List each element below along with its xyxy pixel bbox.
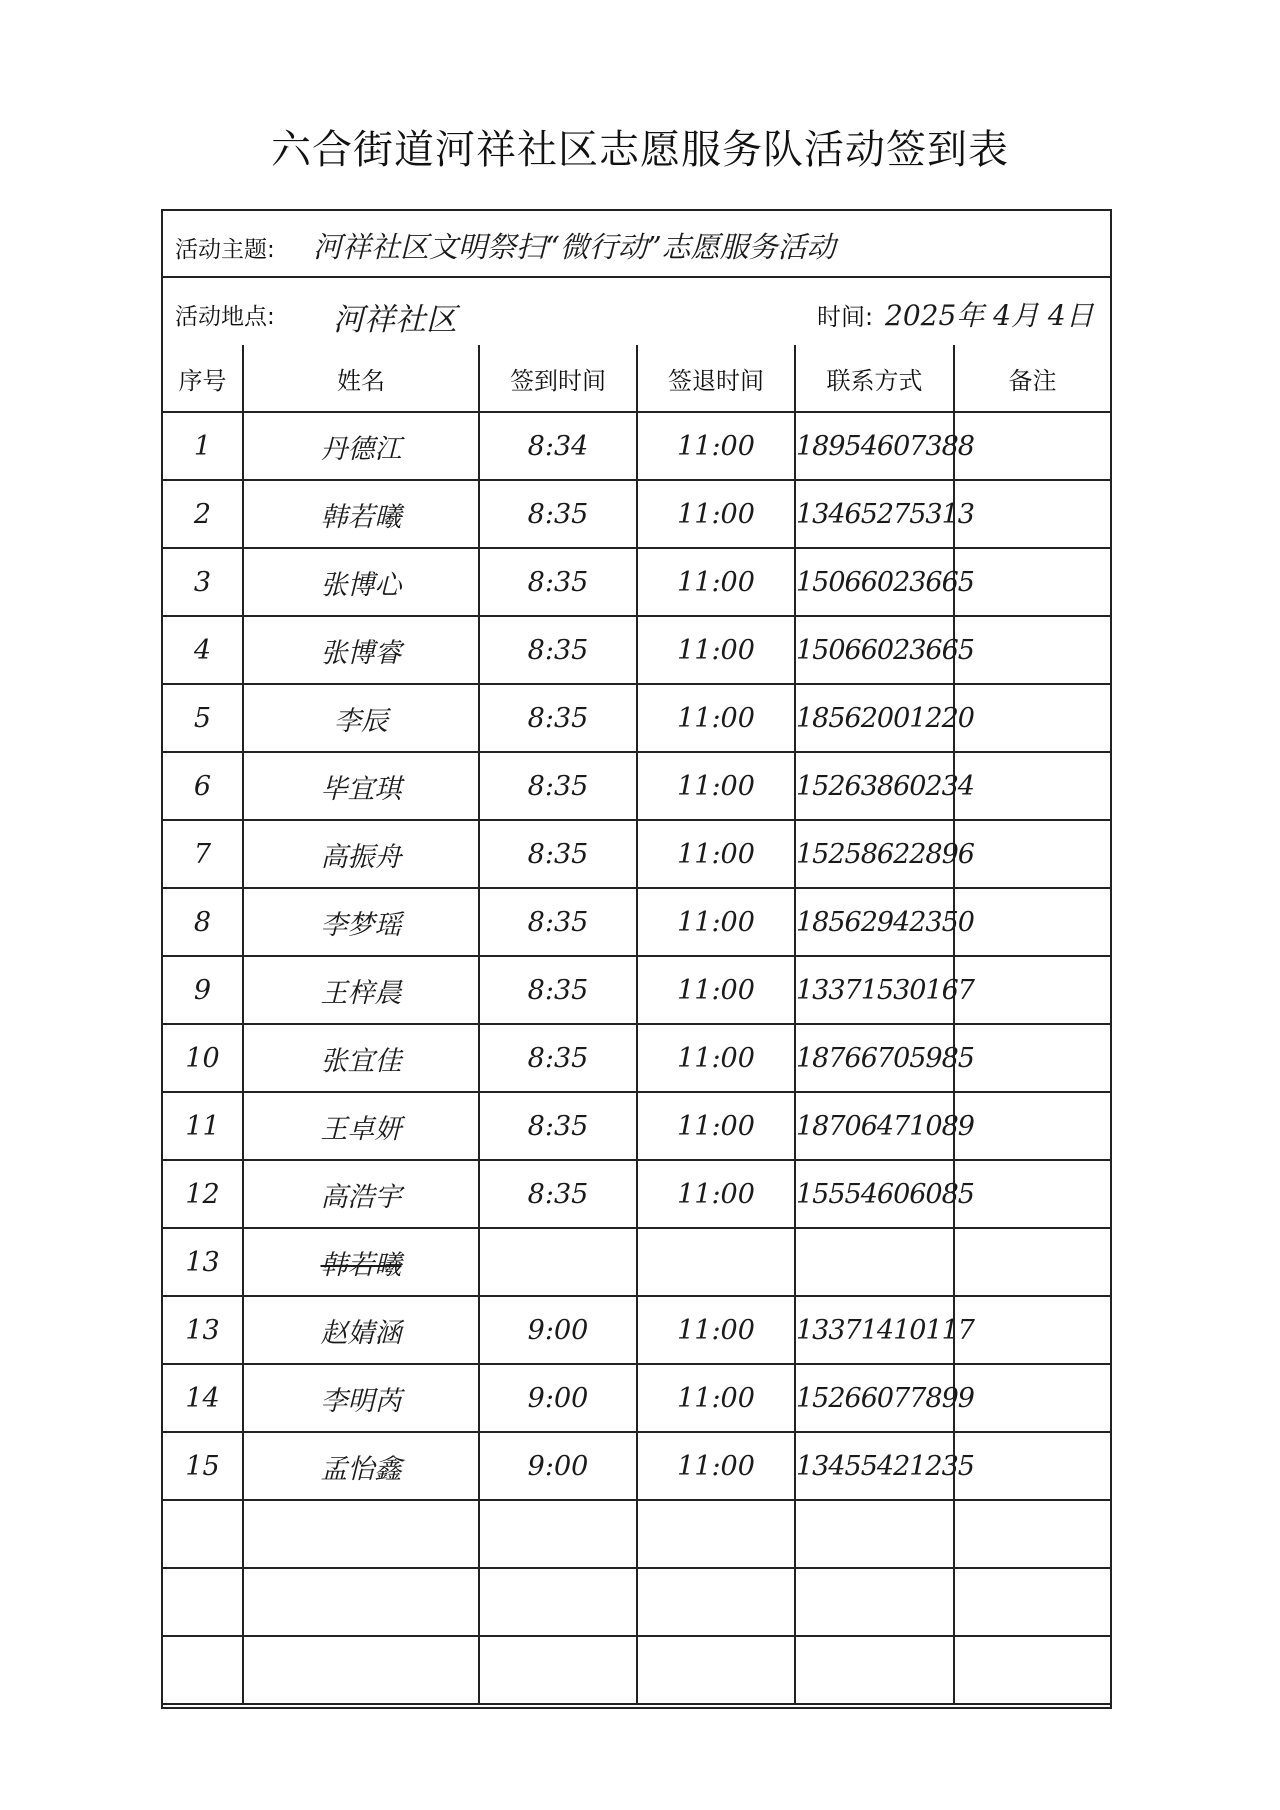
- contact-phone-cell: [795, 752, 974, 820]
- note-cell: [954, 1092, 1110, 1160]
- sign-out-time-cell: [637, 616, 795, 684]
- sign-out-time-cell: [637, 1364, 795, 1432]
- volunteer-name: 李辰: [334, 705, 388, 737]
- sign-out-time-cell: [637, 1500, 795, 1568]
- row-number: 7: [193, 838, 212, 870]
- sign-in-time-cell: [479, 1296, 637, 1364]
- contact-phone: 15066023665: [796, 566, 974, 598]
- contact-phone-cell: [795, 1296, 974, 1364]
- contact-phone: 15258622896: [796, 838, 974, 870]
- volunteer-name-cell: [243, 888, 479, 956]
- theme-value: 河祥社区文明祭扫“微行动”志愿服务活动: [313, 230, 836, 264]
- table-row: [163, 1228, 1110, 1296]
- contact-phone: 13371530167: [796, 974, 974, 1006]
- date-label: 时间:: [817, 303, 874, 331]
- table-row: [163, 752, 1110, 820]
- sign-in-time: 8:35: [527, 1042, 589, 1074]
- row-number: 13: [185, 1246, 220, 1278]
- note-cell: [954, 1568, 1110, 1636]
- table-row: [163, 1364, 1110, 1432]
- row-number-cell: [163, 1160, 243, 1228]
- note-cell: [954, 548, 1110, 616]
- sign-in-time-cell: [479, 412, 637, 480]
- sign-in-time-cell: [479, 1092, 637, 1160]
- sign-in-time-cell: [479, 1500, 637, 1568]
- sign-in-time-cell: [479, 1228, 637, 1296]
- row-number-cell: [163, 616, 243, 684]
- volunteer-name-cell: [243, 1092, 479, 1160]
- row-number-cell: [163, 1568, 243, 1636]
- table-row: [163, 1636, 1110, 1704]
- volunteer-name-cell: [243, 1432, 479, 1500]
- column-header-contact: 联系方式: [795, 345, 954, 412]
- row-number-cell: [163, 888, 243, 956]
- table-row: [163, 1160, 1110, 1228]
- contact-phone: 15554606085: [796, 1178, 974, 1210]
- volunteer-name-cell: [243, 820, 479, 888]
- volunteer-name: 李明芮: [320, 1385, 402, 1417]
- contact-phone-cell: [795, 1568, 954, 1636]
- note-cell: [954, 820, 1110, 888]
- sign-out-time-cell: [637, 412, 795, 480]
- volunteer-name: 王卓妍: [320, 1113, 402, 1145]
- row-number-cell: [163, 1432, 243, 1500]
- row-number-cell: [163, 1636, 243, 1704]
- sign-in-time-cell: [479, 548, 637, 616]
- row-number: 6: [193, 770, 212, 802]
- sign-out-time-cell: [637, 888, 795, 956]
- contact-phone-cell: [795, 548, 974, 616]
- table-row: [163, 684, 1110, 752]
- note-cell: [954, 1024, 1110, 1092]
- sign-in-time-cell: [479, 1432, 637, 1500]
- theme-row: [163, 211, 1110, 278]
- sign-in-time-cell: [479, 616, 637, 684]
- note-cell: [954, 1636, 1110, 1704]
- column-header-sign-in: 签到时间: [479, 345, 637, 412]
- table-row: [163, 548, 1110, 616]
- row-number: 4: [193, 634, 212, 666]
- form-title: 六合街道河祥社区志愿服务队活动签到表: [271, 127, 1009, 173]
- row-number: 8: [193, 906, 212, 938]
- row-number-cell: [163, 752, 243, 820]
- note-cell: [954, 412, 1110, 480]
- row-number: 14: [185, 1382, 220, 1414]
- row-number-cell: [163, 1228, 243, 1296]
- note-cell: [954, 1364, 1110, 1432]
- row-number-cell: [163, 412, 243, 480]
- sign-out-time: 11:00: [677, 1314, 755, 1346]
- contact-phone-cell: [795, 888, 974, 956]
- sign-in-time: 8:35: [527, 770, 589, 802]
- sign-out-time-cell: [637, 1432, 795, 1500]
- sign-in-time-cell: [479, 752, 637, 820]
- sign-in-time-cell: [479, 1024, 637, 1092]
- volunteer-name-cell: [243, 1024, 479, 1092]
- sign-out-time: 11:00: [677, 974, 755, 1006]
- column-header-name: 姓名: [243, 345, 479, 412]
- location-row: [163, 278, 1110, 345]
- column-header-no: 序号: [163, 345, 243, 412]
- table-row: [163, 616, 1110, 684]
- contact-phone: 18562001220: [796, 702, 974, 734]
- row-number-cell: [163, 1364, 243, 1432]
- volunteer-name-cell: [243, 752, 479, 820]
- sign-in-time-cell: [479, 480, 637, 548]
- contact-phone-cell: [795, 820, 974, 888]
- volunteer-name-cell: [243, 956, 479, 1024]
- sign-in-time: 8:34: [527, 430, 589, 462]
- row-number-cell: [163, 480, 243, 548]
- contact-phone: 15263860234: [796, 770, 974, 802]
- volunteer-name-cell: [243, 616, 479, 684]
- note-cell: [954, 1296, 1110, 1364]
- volunteer-name-cell: [243, 684, 479, 752]
- sign-out-time: 11:00: [677, 1450, 755, 1482]
- sign-out-time: 11:00: [677, 906, 755, 938]
- table-header: [163, 345, 1110, 412]
- contact-phone: 18706471089: [796, 1110, 974, 1142]
- row-number: 15: [185, 1450, 220, 1482]
- sign-out-time: 11:00: [677, 1042, 755, 1074]
- theme-label: 活动主题:: [175, 237, 275, 263]
- sign-in-time: 8:35: [527, 498, 589, 530]
- table-row: [163, 1568, 1110, 1636]
- sign-out-time-cell: [637, 1636, 795, 1704]
- row-number: 9: [193, 974, 212, 1006]
- table-row: [163, 1024, 1110, 1092]
- sign-out-time-cell: [637, 480, 795, 548]
- row-number-cell: [163, 548, 243, 616]
- row-number: 10: [185, 1042, 220, 1074]
- sign-out-time: 11:00: [677, 1110, 755, 1142]
- contact-phone-cell: [795, 684, 974, 752]
- contact-phone: 15066023665: [796, 634, 974, 666]
- sign-out-time: 11:00: [677, 1382, 755, 1414]
- sign-out-time: 11:00: [677, 430, 755, 462]
- sign-out-time: 11:00: [677, 1178, 755, 1210]
- sign-out-time-cell: [637, 1092, 795, 1160]
- row-number-cell: [163, 1092, 243, 1160]
- volunteer-name-cell: [243, 1500, 479, 1568]
- sign-out-time-cell: [637, 1024, 795, 1092]
- table-row: [163, 480, 1110, 548]
- note-cell: [954, 888, 1110, 956]
- sign-in-time: 8:35: [527, 1110, 589, 1142]
- row-number-cell: [163, 1500, 243, 1568]
- table-row: [163, 888, 1110, 956]
- sign-out-time: 11:00: [677, 838, 755, 870]
- volunteer-name-cell: [243, 1296, 479, 1364]
- sign-out-time: 11:00: [677, 566, 755, 598]
- note-cell: [954, 956, 1110, 1024]
- volunteer-name: 高振舟: [320, 841, 402, 873]
- table-row: [163, 956, 1110, 1024]
- table-row: [163, 1500, 1110, 1568]
- sign-out-time-cell: [637, 752, 795, 820]
- sign-out-time-cell: [637, 684, 795, 752]
- note-cell: [954, 1432, 1110, 1500]
- volunteer-name: 韩若曦: [320, 1249, 402, 1281]
- contact-phone-cell: [795, 1228, 954, 1296]
- sign-in-time-cell: [479, 1364, 637, 1432]
- contact-phone: 13371410117: [796, 1314, 974, 1346]
- sign-in-time: 9:00: [527, 1314, 589, 1346]
- sign-out-time: 11:00: [677, 634, 755, 666]
- sign-out-time-cell: [637, 1568, 795, 1636]
- sign-in-time: 9:00: [527, 1450, 589, 1482]
- volunteer-name: 丹德江: [320, 433, 402, 465]
- contact-phone: 13455421235: [796, 1450, 974, 1482]
- location-label: 活动地点:: [175, 304, 275, 330]
- sign-in-time: 8:35: [527, 566, 589, 598]
- sign-in-time: 8:35: [527, 1178, 589, 1210]
- sign-in-time: 9:00: [527, 1382, 589, 1414]
- contact-phone: 13465275313: [796, 498, 974, 530]
- sign-out-time: 11:00: [677, 702, 755, 734]
- table-row: [163, 412, 1110, 480]
- sign-in-time: 8:35: [527, 974, 589, 1006]
- volunteer-name-cell: [243, 548, 479, 616]
- sign-out-time-cell: [637, 1296, 795, 1364]
- volunteer-name: 王梓晨: [320, 977, 402, 1009]
- note-cell: [954, 480, 1110, 548]
- note-cell: [954, 1500, 1110, 1568]
- row-number: 2: [193, 498, 212, 530]
- sign-in-time: 8:35: [527, 702, 589, 734]
- table-row: [163, 820, 1110, 888]
- sign-in-time-cell: [479, 1160, 637, 1228]
- column-header-sign-out: 签退时间: [637, 345, 795, 412]
- date-value: 2025年 4月 4日: [885, 299, 1094, 332]
- contact-phone-cell: [795, 1024, 974, 1092]
- row-number: 3: [193, 566, 212, 598]
- sign-out-time-cell: [637, 820, 795, 888]
- contact-phone-cell: [795, 1364, 974, 1432]
- note-cell: [954, 1160, 1110, 1228]
- volunteer-name: 高浩宇: [320, 1181, 402, 1213]
- row-number: 5: [193, 702, 212, 734]
- volunteer-name: 毕宜琪: [320, 773, 402, 805]
- contact-phone-cell: [795, 1432, 974, 1500]
- contact-phone-cell: [795, 412, 974, 480]
- note-cell: [954, 684, 1110, 752]
- volunteer-name-cell: [243, 480, 479, 548]
- sign-in-time-cell: [479, 684, 637, 752]
- note-cell: [954, 1228, 1110, 1296]
- table-row: [163, 1092, 1110, 1160]
- volunteer-name: 李梦瑶: [320, 909, 402, 941]
- row-number-cell: [163, 1024, 243, 1092]
- sign-out-time-cell: [637, 548, 795, 616]
- sign-in-time-cell: [479, 1568, 637, 1636]
- contact-phone-cell: [795, 1160, 974, 1228]
- table-row: [163, 1296, 1110, 1364]
- volunteer-name-cell: [243, 1568, 479, 1636]
- sign-in-time-cell: [479, 956, 637, 1024]
- row-number: 12: [185, 1178, 220, 1210]
- volunteer-name: 孟怡鑫: [320, 1453, 402, 1485]
- volunteer-name-cell: [243, 1636, 479, 1704]
- contact-phone-cell: [795, 1636, 954, 1704]
- row-number-cell: [163, 820, 243, 888]
- sign-in-time-cell: [479, 820, 637, 888]
- column-header-note: 备注: [954, 345, 1110, 412]
- volunteer-name: 张博睿: [320, 637, 402, 669]
- sign-in-time: 8:35: [527, 634, 589, 666]
- sign-in-time-cell: [479, 888, 637, 956]
- sign-in-time: 8:35: [527, 906, 589, 938]
- note-cell: [954, 752, 1110, 820]
- row-number-cell: [163, 956, 243, 1024]
- row-number: 13: [185, 1314, 220, 1346]
- contact-phone: 18562942350: [796, 906, 974, 938]
- volunteer-name-cell: [243, 1364, 479, 1432]
- row-number: 11: [185, 1110, 220, 1142]
- contact-phone-cell: [795, 480, 974, 548]
- sign-out-time-cell: [637, 1160, 795, 1228]
- contact-phone-cell: [795, 1500, 954, 1568]
- sign-in-time: 8:35: [527, 838, 589, 870]
- location-value: 河祥社区: [333, 302, 457, 338]
- contact-phone-cell: [795, 956, 974, 1024]
- sign-out-time-cell: [637, 1228, 795, 1296]
- attendance-table: [163, 345, 1110, 1705]
- contact-phone-cell: [795, 616, 974, 684]
- volunteer-name-cell: [243, 1228, 479, 1296]
- sign-in-sheet: [161, 209, 1112, 1709]
- volunteer-name: 韩若曦: [320, 501, 402, 533]
- note-cell: [954, 616, 1110, 684]
- table-row: [163, 1432, 1110, 1500]
- volunteer-name-cell: [243, 1160, 479, 1228]
- contact-phone: 18954607388: [796, 430, 974, 462]
- contact-phone-cell: [795, 1092, 974, 1160]
- contact-phone: 15266077899: [796, 1382, 974, 1414]
- row-number-cell: [163, 684, 243, 752]
- sign-out-time: 11:00: [677, 498, 755, 530]
- row-number-cell: [163, 1296, 243, 1364]
- sign-in-time-cell: [479, 1636, 637, 1704]
- volunteer-name: 张宜佳: [320, 1045, 402, 1077]
- sign-out-time-cell: [637, 956, 795, 1024]
- contact-phone: 18766705985: [796, 1042, 974, 1074]
- volunteer-name: 张博心: [320, 569, 402, 601]
- volunteer-name: 赵婧涵: [320, 1317, 402, 1349]
- sign-out-time: 11:00: [677, 770, 755, 802]
- volunteer-name-cell: [243, 412, 479, 480]
- row-number: 1: [193, 430, 212, 462]
